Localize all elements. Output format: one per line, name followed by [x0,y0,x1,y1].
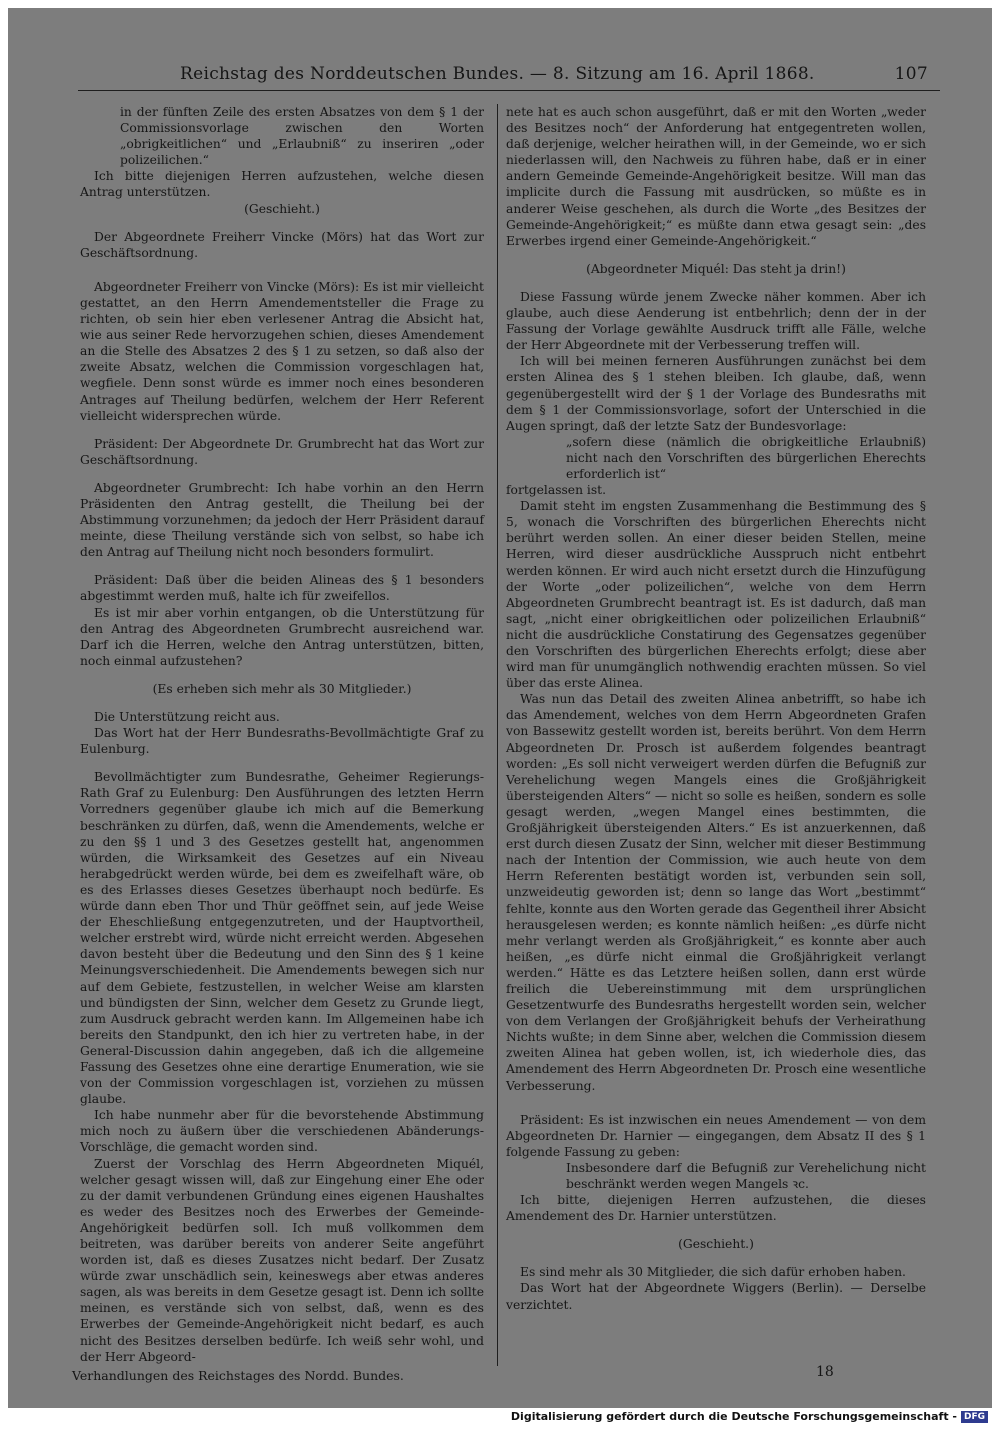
paragraph: Zuerst der Vorschlag des Herrn Abgeordneten Miquél, welcher gesagt wissen will, daß zur Eingehung einer Ehe oder zu der damit verbundenen Gründung eines eigenen Haushaltes es weder des Besitzes noch des Erwerbes der Gemeinde-Angehörigkeit bedürfen soll. Ich muß vollkommen dem beitreten, was darüber bereits von anderer Seite angeführt worden ist, daß es dieses Zusatzes nicht bedarf. Der Zusatz würde zwar unschädlich sein, keineswegs aber etwas anderes sagen, als was bereits in dem Gesetze gesagt ist. Denn ich sollte meinen, es verstände sich von selbst, daß, wenn es des Erwerbes der Gemeinde-Angehörigkeit nicht bedarf, es auch nicht des Besitzes derselben bedürfe. Ich weiß sehr wohl, und der Herr Abgeord- [80,1156,484,1364]
sheet-number: 18 [816,1364,834,1380]
paragraph: Damit steht im engsten Zusammenhang die Bestimmung des § 5, wonach die Vorschriften des bürgerlichen Eherechts nicht berührt werden sollen. An einer dieser beiden Stellen, meine Herren, wird dieser ausdrückliche Ausspruch nicht entbehrt werden können. Er wird auch nicht ersetzt durch die Hinzufügung der Worte „oder polizeilichen“, welche von dem Herrn Abgeordneten Grumbrecht beantragt ist. Es ist dadurch, daß man sagt, „nicht einer obrigkeitlichen oder polizeilichen Erlaubniß“ nicht die ausdrückliche Constatirung des Gegensatzes gegenüber den Vorschriften des bürgerlichen Eherechts erfolgt; diese aber wird man für unumgänglich nothwendig erachten müssen. So viel über das erste Alinea. [506,499,926,691]
paragraph: nete hat es auch schon ausgeführt, daß er mit den Worten „weder des Besitzes noch“ der Anforderung hat entgegentreten wollen, daß derjenige, welcher heirathen will, in der Gemeinde, wo er sich niederlassen will, den Nachweis zu führen habe, daß er in einer andern Gemeinde Gemeinde-Angehörigkeit besitze. Will man das implicite durch die Fassung mit ausdrücken, so müßte es in anderer Weise geschehen, als durch die Worte „des Besitzes der Gemeinde-Angehörigkeit;“ es müßte dann etwa gesagt sein: „des Erwerbes irgend einer Gemeinde-Angehörigkeit.“ [506,105,926,248]
block-quote: „sofern diese (nämlich die obrigkeitliche Erlaubniß) nicht nach den Vorschriften des bürgerlichen Eherechts erforderlich ist“ [566,434,926,481]
speech: Präsident: Der Abgeordnete Dr. Grumbrecht hat das Wort zur Geschäftsordnung. [80,436,484,467]
stage-direction: (Geschieht.) [244,201,320,216]
running-header [170,60,940,86]
page-number: 107 [894,64,928,84]
stage-direction: (Geschieht.) [678,1237,754,1252]
right-column [506,104,926,1313]
paragraph: Das Wort hat der Abgeordnete Wiggers (Berlin). — Derselbe verzichtet. [506,1281,926,1312]
dfg-logo: DFG [961,1411,988,1423]
footer-note: Verhandlungen des Reichstages des Nordd. Bundes. [72,1368,404,1383]
paragraph: Was nun das Detail des zweiten Alinea anbetrifft, so habe ich das Amendement, welches von dem Herrn Abgeordneten Grafen von Bassewitz gestellt worden ist, bereits berührt. Von dem Herrn Abgeordneten Dr. Prosch ist außerdem folgendes beantragt worden: „Es soll nicht verweigert werden dürfen die Befugniß zur Verehelichung wegen Mangels eines die Großjährigkeit übersteigenden Alters“ — nicht so solle es heißen, sondern es solle gesagt werden, „wegen Mangel eines bestimmten, die Großjährigkeit übersteigenden Alters.“ Es ist anzuerkennen, daß erst durch diesen Zusatz der Sinn, welcher mit dieser Bestimmung nach der Intention der Commission, wie auch heute von dem Herrn Referenten bestätigt worden ist, verbunden sein soll, unzweideutig geworden ist; denn so lange das Wort „bestimmt“ fehlte, konnte aus den Worten gerade das Gegentheil ihrer Absicht herausgelesen werden; es konnte nämlich heißen: „es dürfe nicht mehr verlangt werden als Großjährigkeit,“ es konnte aber auch heißen, „es dürfe nicht einmal die Großjährigkeit verlangt werden.“ Hätte es das Letztere heißen sollen, dann erst würde freilich die Uebereinstimmung mit dem ursprünglichen Gesetzentwurfe des Bundesraths hergestellt worden sein, welcher von dem Verlangen der Großjährigkeit behufs der Verheirathung Nichts wußte; in dem Sinne aber, welchen die Commission diesem zweiten Alinea hat geben wollen, ist, ich wiederhole dies, das Amendement des Herrn Abgeordneten Dr. Prosch eine wesentliche Verbesserung. [506,692,926,1093]
paragraph: Die Unterstützung reicht aus. [94,710,280,724]
column-divider [497,104,498,1366]
paragraph: Es ist mir aber vorhin entgangen, ob die Unterstützung für den Antrag des Abgeordneten Grumbrecht ausreichend war. Darf ich die Herren, welche den Antrag unterstützen, bitten, noch einmal aufzustehen? [80,605,484,668]
stage-direction: (Es erheben sich mehr als 30 Mitglieder.) [152,681,412,696]
speech: Abgeordneter Freiherr von Vincke (Mörs): Es ist mir vielleicht gestattet, an den Herrn Amendementsteller die Frage zu richten, ob sein hier eben verlesener Antrag die Absicht hat, wie aus seiner Rede hervorzugehen schien, dieses Amendement an die Stelle des Absatzes 2 des § 1 zu setzen, so daß also der zweite Absatz, welchen die Commission vorgeschlagen hat, wegfiele. Denn sonst würde es immer noch eines besonderen Antrages auf Theilung bedürfen, welchem der Herr Referent vielleicht widersprechen würde. [80,279,484,423]
paragraph: Ich bitte, diejenigen Herren aufzustehen, die dieses Amendement des Dr. Harnier unterstützen. [506,1193,926,1224]
stage-direction: (Abgeordneter Miquél: Das steht ja drin!) [586,261,846,276]
paragraph: Das Wort hat der Herr Bundesraths-Bevollmächtigte Graf zu Eulenburg. [80,726,484,757]
left-column [80,104,484,1365]
header-title: Reichstag des Norddeutschen Bundes. — 8. Sitzung am 16. April 1868. [180,64,815,84]
paragraph: Diese Fassung würde jenem Zwecke näher kommen. Aber ich glaube, auch diese Aenderung ist entbehrlich; denn der in der Fassung der Vorlage gewählte Ausdruck trifft alle Fälle, welche der Herr Abgeordnete mit der Verbesserung treffen will. [506,289,926,353]
speech: Abgeordneter Grumbrecht: Ich habe vorhin an den Herrn Präsidenten den Antrag gestellt, die Theilung bei der Abstimmung vorzunehmen; da jedoch der Herr Präsident darauf meinte, diese Theilung verstände sich von selbst, so habe ich den Antrag auf Theilung nicht noch besonders formulirt. [80,480,484,560]
header-rule [78,90,940,91]
paragraph: Der Abgeordnete Freiherr Vincke (Mörs) hat das Wort zur Geschäftsordnung. [80,229,484,260]
scanned-page [8,8,992,1408]
credit-text: Digitalisierung gefördert durch die Deutsche Forschungsgemeinschaft - [510,1410,957,1423]
speech: Präsident: Es ist inzwischen ein neues Amendement — von dem Abgeordneten Dr. Harnier — eingegangen, dem Absatz II des § 1 folgende Fassung zu geben: [506,1112,926,1159]
speech: Bevollmächtigter zum Bundesrathe, Geheimer Regierungs-Rath Graf zu Eulenburg: Den Ausführungen des letzten Herrn Vorredners gegenüber glaube ich mich auf die Bemerkung beschränken zu dürfen, daß, wenn die Amendements, welche er zu den §§ 1 und 3 des Gesetzes gestellt hat, angenommen würden, die Wirksamkeit des Gesetzes auf ein Niveau herabgedrückt werden würde, bei dem es zweifelhaft wäre, ob es des Erlasses dieses Gesetzes überhaupt noch bedürfe. Es würde dann eben Thor und Thür geöffnet sein, auf jede Weise der Eheschließung entgegenzutreten, und der Hauptvortheil, welcher erstrebt wird, würde nicht erreicht werden. Abgesehen davon besteht über die Bedeutung und den Sinn des § 1 keine Meinungsverschiedenheit. Die Amendements bewegen sich nur auf dem Gebiete, festzustellen, in welcher Weise am klarsten und bündigsten der Sinn, welcher dem Gesetz zu Grunde liegt, zum Ausdruck gebracht werden kann. Im Allgemeinen habe ich bereits den Standpunkt, den ich hier zu vertreten habe, in der General-Discussion dahin angegeben, daß ich die allgemeine Fassung des Gesetzes ohne eine derartige Enumeration, wie sie von der Commission vorgeschlagen ist, vorziehen zu müssen glaube. [80,770,484,1107]
paragraph: Ich habe nunmehr aber für die bevorstehende Abstimmung mich noch zu äußern über die verschiedenen Abänderungs-Vorschläge, die gemacht worden sind. [80,1108,484,1155]
paragraph: Es sind mehr als 30 Mitglieder, die sich dafür erhoben haben. [520,1265,906,1280]
paragraph: Ich will bei meinen ferneren Ausführungen zunächst bei dem ersten Alinea des § 1 stehen bleiben. Ich glaube, daß, wenn gegenübergestellt wird der § 1 der Vorlage des Bundesraths mit dem § 1 der Commissionsvorlage, sofort der Unterschied in die Augen springt, daß der letzte Satz der Bundesvorlage: [506,354,926,433]
paragraph: Ich bitte diejenigen Herren aufzustehen, welche diesen Antrag unterstützen. [80,169,484,200]
digitization-credit [511,1410,988,1423]
speech: Präsident: Daß über die beiden Alineas des § 1 besonders abgestimmt werden muß, halte ich für zweifellos. [80,573,484,604]
quoted-amendment: in der fünften Zeile des ersten Absatzes von dem § 1 der Commissionsvorlage zwischen den Worten „obrigkeitlichen“ und „Erlaubniß“ zu inseriren „oder polizeilichen.“ [120,105,484,168]
paragraph: fortgelassen ist. [506,483,607,498]
block-quote: Insbesondere darf die Befugniß zur Verehelichung nicht beschränkt werden wegen Mangels ꝛc. [566,1160,926,1191]
